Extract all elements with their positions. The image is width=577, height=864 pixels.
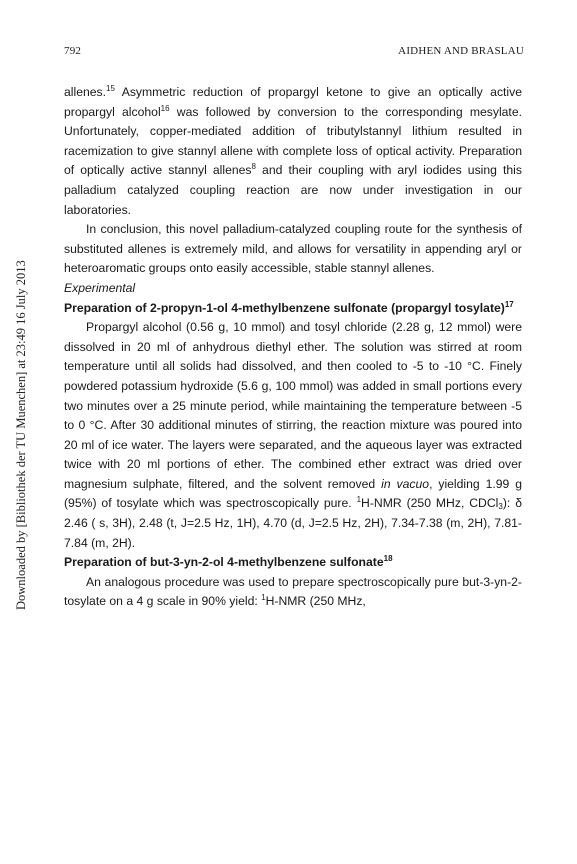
page-number: 792 [64, 45, 82, 57]
reference-18: 18 [383, 554, 393, 564]
procedure-paragraph: Propargyl alcohol (0.56 g, 10 mmol) and tosyl chloride (2.28 g, 12 mmol) were dissolved in 20 ml of anhydrous diethyl ether. The solution was stirred at room temperature until all solids had dissolved, and then cooled to -5 to -10 °C. Finely powdered potassium hydroxide (5.6 g, 100 mmol) was added in small portions every two minutes over a 25 minute period, while maintaining the temperature between -5 to 0 °C. After 30 additional minutes of stirring, the reaction mixture was poured into 20 ml of ice water. The layers were separated, and the aqueous layer was extracted twice with 20 ml portions of ether. The combined ether extract was dried over magnesium sulphate, filtered, and the solvent removed in vacuo, yielding 1.99 g (95%) of tosylate which was spectroscopically pure. $^1$H-NMR (250 MHz, CDCl$_3$): δ 2.46 ( s, 3H), 2.48 (t, J=2.5 Hz, 1H), 4.70 (d, J=2.5 Hz, 2H), 7.34-7.38 (m, 2H), 7.81-7.84 (m, 2H). [64, 320, 523, 550]
paragraph: allenes.$^{15}$ Asymmetric reduction of propargyl ketone to give an optically active propargyl alcohol$^{16}$ was followed by conversion to the corresponding mesylate. Unfortunately, copper-mediated addition of tributylstannyl lithium resulted in racemization to give stannyl allene with complete loss of optical activity. Preparation of optically active stannyl allenes$^8$ and their coupling with aryl iodides using this palladium catalyzed coupling reaction are now under investigation in our laboratories. [64, 84, 522, 217]
reference-17: 17 [504, 299, 514, 309]
procedure-paragraph-2: An analogous procedure was used to prepare spectroscopically pure but-3-yn-2-tosylate on a 4 g scale in 90% yield: $^1$H-NMR (250 MHz, [64, 574, 522, 609]
reference-8: 8 [251, 162, 256, 172]
reference-15: 15 [106, 84, 115, 93]
section-heading-propargyl-tosylate: Preparation of 2-propyn-1-ol 4-methylbenzene sulfonate (propargyl tosylate)$^{17}$ [64, 299, 514, 315]
section-heading-butynyl-tosylate: Preparation of but-3-yn-2-ol 4-methylbenzene sulfonate$^{18}$ [64, 554, 393, 570]
running-head: AIDHEN AND BRASLAU [398, 45, 524, 57]
reference-16: 16 [160, 103, 170, 113]
experimental-heading: Experimental [64, 280, 136, 295]
article-body [64, 83, 522, 612]
conclusion-paragraph: In conclusion, this novel palladium-catalyzed coupling route for the synthesis of substituted allenes is extremely mild, and allows for versatility in appending aryl or heteroaromatic groups onto easily accessible, stable stannyl allenes. [64, 222, 522, 276]
download-notice-text: Downloaded by [Bibliothek der TU Muenchen] at 23:49 16 July 2013 [14, 260, 28, 610]
